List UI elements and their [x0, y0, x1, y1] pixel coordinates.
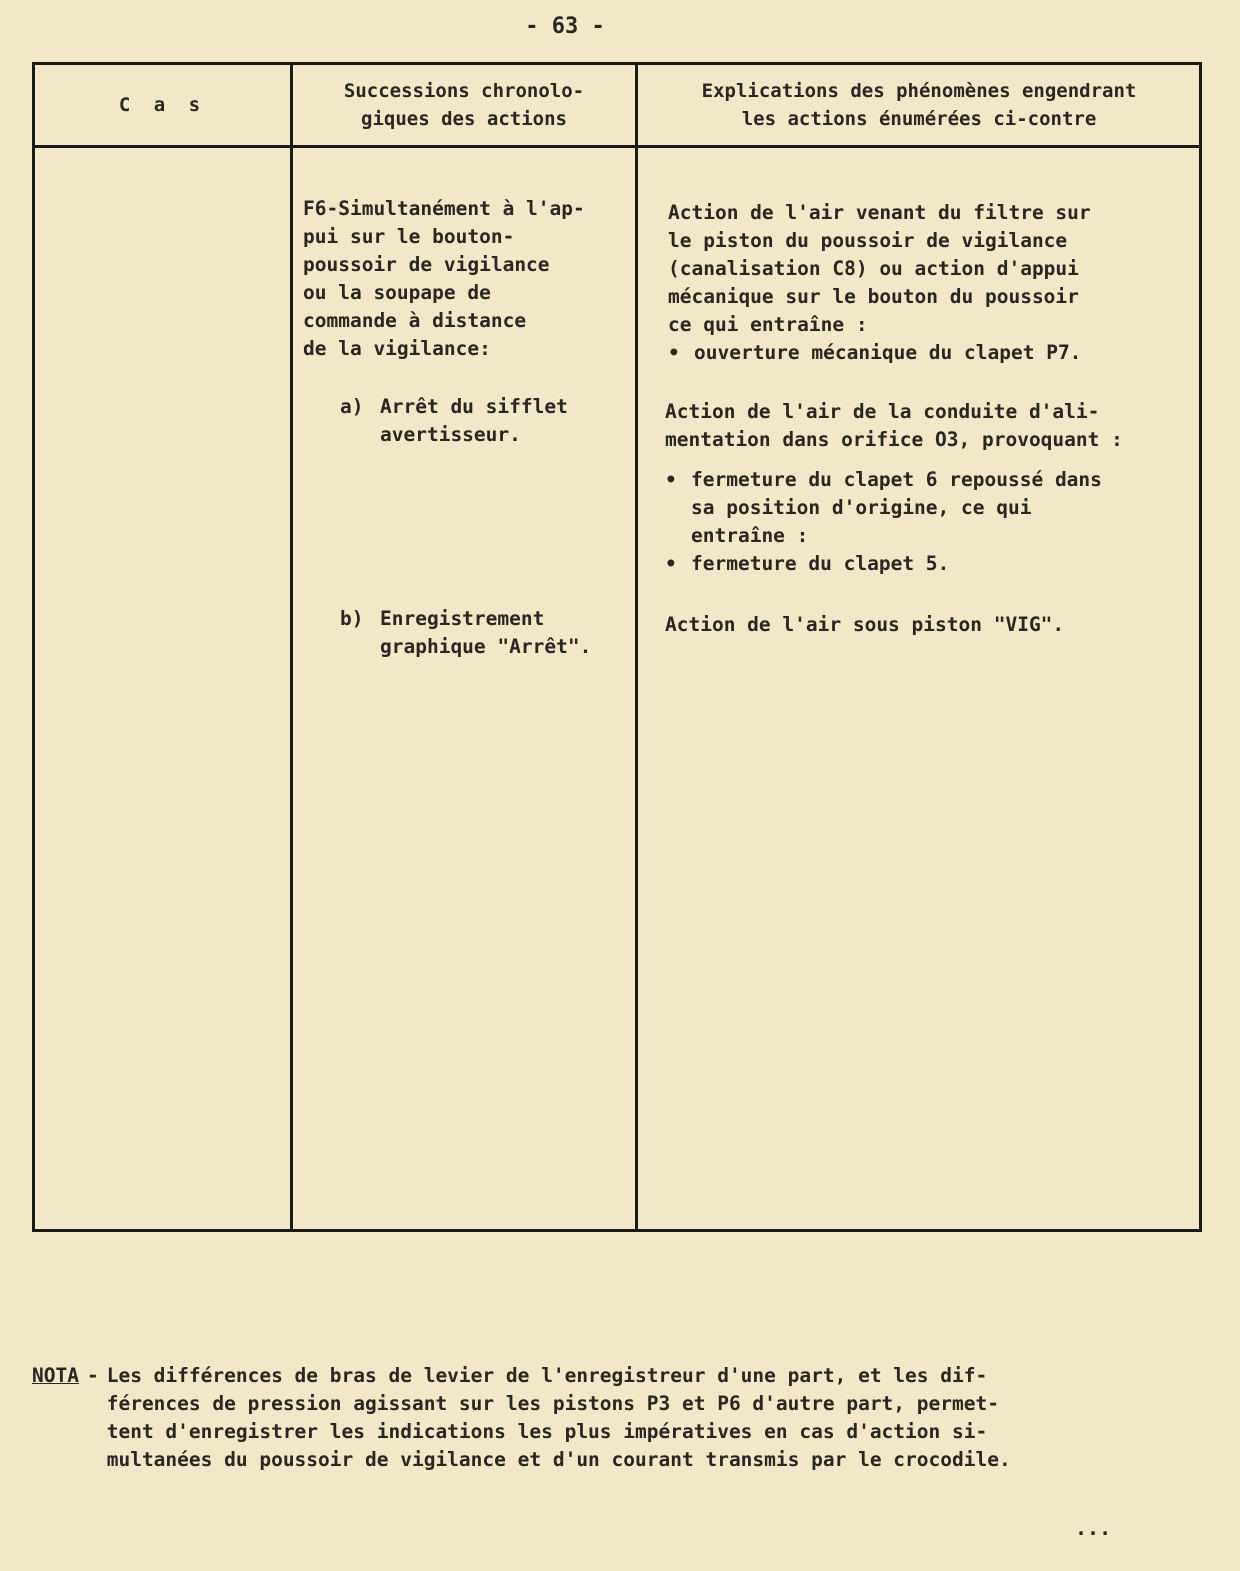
- header-successions: Successions chronolo- giques des actions: [343, 80, 585, 130]
- nota-label: NOTA: [32, 1364, 79, 1387]
- item-a-text: Arrêt du sifflet avertisseur.: [380, 395, 568, 446]
- nota-section: [32, 1362, 1182, 1474]
- explication-block-3: [665, 611, 1200, 639]
- header-divider: [35, 145, 1199, 148]
- bullet-icon: •: [668, 341, 680, 364]
- explication-block-1: [668, 199, 1198, 367]
- explication-block-2: [665, 398, 1200, 578]
- column-divider-1: [290, 65, 293, 1229]
- successions-intro-text: F6-Simultanément à l'ap- pui sur le bouton- poussoir de vigilance ou la soupape de commande à distance de la vigilance:: [303, 197, 585, 360]
- column-divider-2: [635, 65, 638, 1229]
- successions-item-a: [340, 393, 630, 449]
- successions-intro: [303, 195, 633, 363]
- item-b-text: Enregistrement graphique "Arrêt".: [380, 607, 592, 658]
- actions-table: [32, 62, 1202, 1232]
- nota-text: Les différences de bras de levier de l'enregistreur d'une part, et les dif- férences de pression agissant sur les pistons P3 et P6 d'autre part, permet- tent d'enregistrer les indications les plus impératives en cas d'action si- multanées du poussoir de vigilance et d'un courant transmis par le crocodile.: [106, 1364, 1011, 1471]
- item-a-label: a): [340, 395, 364, 418]
- explication-block-2-text: Action de l'air de la conduite d'ali- mentation dans orifice O3, provoquant :: [665, 400, 1123, 451]
- bullet-icon: •: [665, 468, 677, 491]
- page-number: - 63 -: [525, 14, 605, 39]
- explication-block-3-text: Action de l'air sous piston "VIG".: [665, 613, 1065, 636]
- header-explications: Explications des phénomènes engendrant les actions énumérées ci-contre: [701, 80, 1137, 130]
- explication-block-1-text: Action de l'air venant du filtre sur le piston du poussoir de vigilance (canalisation C8) ou action d'appui mécanique sur le bouton du poussoir ce qui entraîne :: [668, 201, 1091, 336]
- item-b-label: b): [340, 607, 364, 630]
- successions-item-b: [340, 605, 630, 661]
- nota-dash: -: [86, 1364, 99, 1387]
- explication-block-2-bullet-1: • fermeture du clapet 6 repoussé dans sa position d'origine, ce qui entraîne :: [665, 466, 1200, 550]
- continuation-marker: ...: [1075, 1516, 1112, 1540]
- explication-block-2-bullet-2: • fermeture du clapet 5.: [665, 550, 1200, 578]
- header-cas: C a s: [118, 94, 207, 116]
- bullet-icon: •: [665, 552, 677, 575]
- explication-block-1-bullet-1: • ouverture mécanique du clapet P7.: [668, 339, 1198, 367]
